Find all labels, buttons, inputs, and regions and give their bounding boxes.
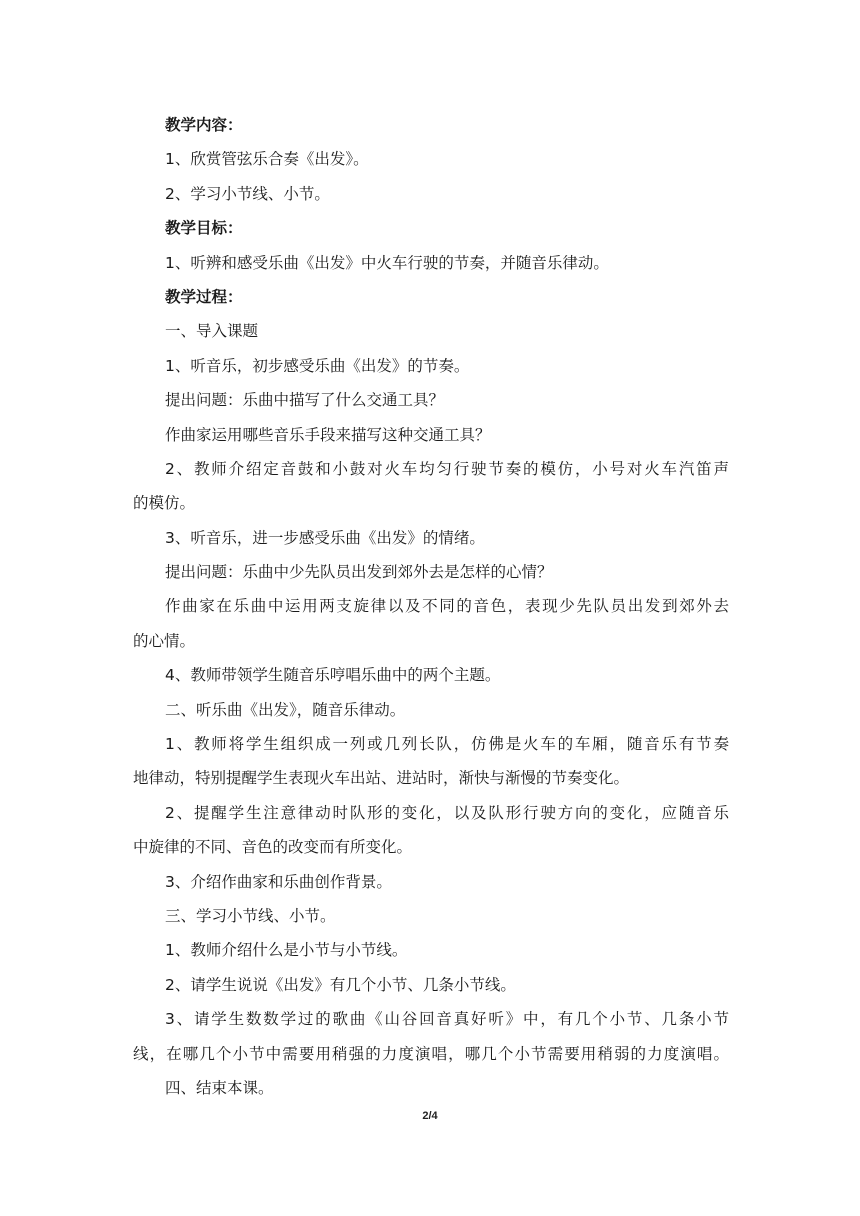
- paragraph-line: 四、结束本课。: [165, 1078, 274, 1097]
- section-heading: 教学过程：: [165, 287, 243, 306]
- paragraph-line: 1、教师将学生组织成一列或几列长队，仿佛是火车的车厢，随音乐有节奏: [165, 735, 729, 754]
- document-body: [133, 108, 729, 1105]
- paragraph-line: 作曲家在乐曲中运用两支旋律以及不同的音色，表现少先队员出发到郊外去: [165, 597, 729, 616]
- paragraph-line: 1、听音乐，初步感受乐曲《出发》的节奏。: [165, 356, 470, 375]
- paragraph-line: 三、学习小节线、小节。: [165, 906, 336, 925]
- paragraph-line: 提出问题：乐曲中少先队员出发到郊外去是怎样的心情？: [165, 563, 553, 582]
- page-number: 2/4: [422, 1110, 438, 1122]
- paragraph-line: 1、教师介绍什么是小节与小节线。: [165, 941, 408, 960]
- section-heading: 教学内容：: [165, 116, 243, 134]
- paragraph-line: 4、教师带领学生随音乐哼唱乐曲中的两个主题。: [165, 666, 501, 685]
- paragraph-line: 二、听乐曲《出发》，随音乐律动。: [165, 700, 406, 719]
- paragraph-line: 中旋律的不同、音色的改变而有所变化。: [133, 838, 413, 857]
- paragraph-line: 的模仿。: [133, 494, 196, 513]
- paragraph-line: 2、请学生说说《出发》有几个小节、几条小节线。: [165, 975, 516, 994]
- paragraph-line: 3、介绍作曲家和乐曲创作背景。: [165, 872, 392, 891]
- paragraph-line: 1、听辨和感受乐曲《出发》中火车行驶的节奏，并随音乐律动。: [165, 253, 609, 272]
- paragraph-line: 2、教师介绍定音鼓和小鼓对火车均匀行驶节奏的模仿，小号对火车汽笛声: [165, 459, 729, 478]
- paragraph-line: 作曲家运用哪些音乐手段来描写这种交通工具？: [165, 425, 491, 444]
- paragraph-line: 2、学习小节线、小节。: [165, 184, 330, 203]
- paragraph-line: 一、导入课题: [165, 322, 259, 341]
- paragraph-line: 1、欣赏管弦乐合奏《出发》。: [165, 150, 369, 169]
- paragraph-line: 3、请学生数数学过的歌曲《山谷回音真好听》中，有几个小节、几条小节: [165, 1010, 729, 1029]
- paragraph-line: 地律动，特别提醒学生表现火车出站、进站时，渐快与渐慢的节奏变化。: [133, 769, 630, 788]
- paragraph-line: 3、听音乐，进一步感受乐曲《出发》的情绪。: [165, 528, 485, 547]
- paragraph-line: 的心情。: [133, 631, 196, 650]
- paragraph-line: 提出问题：乐曲中描写了什么交通工具？: [165, 391, 445, 410]
- section-heading: 教学目标：: [165, 219, 243, 238]
- paragraph-line: 2、提醒学生注意律动时队形的变化，以及队形行驶方向的变化，应随音乐: [165, 803, 729, 822]
- paragraph-line: 线，在哪几个小节中需要用稍强的力度演唱，哪几个小节需要用稍弱的力度演唱。: [133, 1044, 729, 1063]
